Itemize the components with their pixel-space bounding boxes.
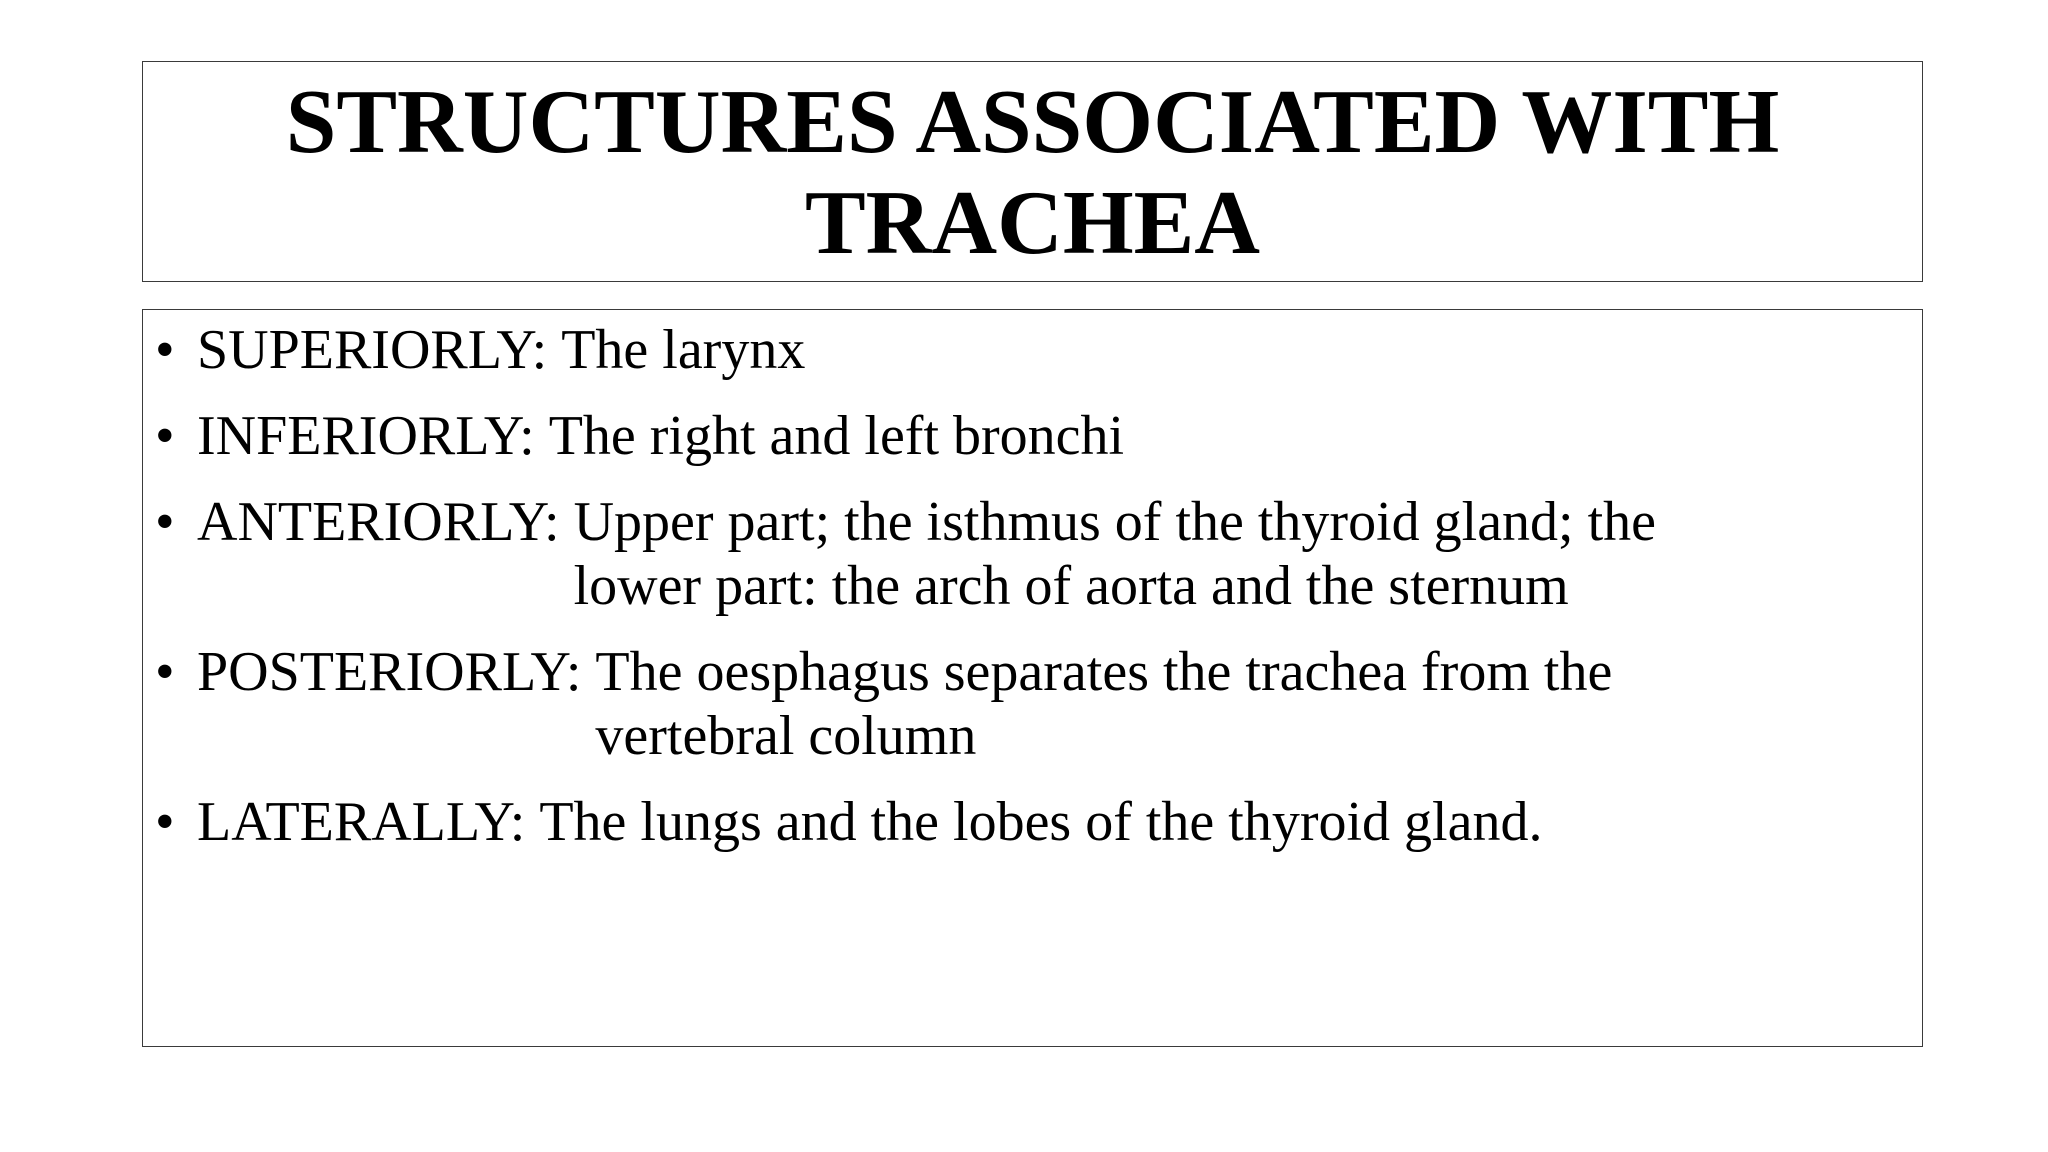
- bullet-anteriorly: [155, 490, 1895, 618]
- bullet-icon: •: [155, 319, 175, 381]
- bullet-icon: •: [155, 641, 175, 703]
- bullet-description: The lungs and the lobes of the thyroid gland.: [539, 791, 1543, 853]
- slide-title: STRUCTURES ASSOCIATED WITH TRACHEA: [285, 70, 1780, 273]
- bullet-term: SUPERIORLY:: [197, 319, 548, 381]
- bullet-posteriorly: [155, 640, 1895, 768]
- bullet-icon: •: [155, 405, 175, 467]
- bullet-description: The right and left bronchi: [548, 405, 1125, 467]
- bullet-list: [155, 318, 1895, 876]
- bullet-description: The larynx: [561, 319, 806, 381]
- bullet-icon: •: [155, 491, 175, 553]
- bullet-description: [595, 640, 1612, 768]
- bullet-superiorly: [155, 318, 1895, 382]
- content-box: [142, 309, 1923, 1047]
- bullet-laterally: [155, 790, 1895, 854]
- bullet-icon: •: [155, 791, 175, 853]
- bullet-term: LATERALLY:: [197, 791, 526, 853]
- title-box: [142, 61, 1923, 282]
- description-line: vertebral column: [595, 705, 977, 767]
- bullet-inferiorly: [155, 404, 1895, 468]
- bullet-term: POSTERIORLY:: [197, 641, 582, 703]
- bullet-description: [574, 490, 1656, 618]
- bullet-term: INFERIORLY:: [197, 405, 535, 467]
- description-line: lower part: the arch of aorta and the sternum: [573, 555, 1569, 617]
- description-line: Upper part; the isthmus of the thyroid gland; the: [573, 491, 1657, 553]
- bullet-term: ANTERIORLY:: [197, 491, 560, 553]
- description-line: The oesphagus separates the trachea from the: [595, 641, 1613, 703]
